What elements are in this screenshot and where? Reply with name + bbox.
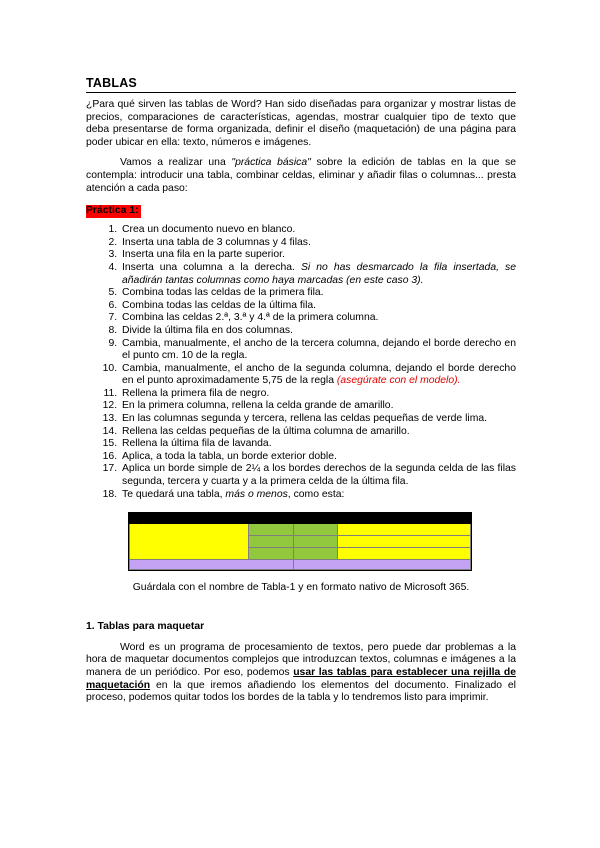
step-item: 16. Aplica, a toda la tabla, un borde exterior doble. xyxy=(120,451,516,464)
section-title: 1. Tablas para maquetar xyxy=(86,620,205,632)
step-item: 12. En la primera columna, rellena la celda grande de amarillo. xyxy=(120,400,516,413)
model-cell-black xyxy=(130,514,471,524)
model-cell-yellow-small xyxy=(338,548,471,560)
intro-paragraph: ¿Para qué sirven las tablas de Word? Han sido diseñadas para organizar y mostrar listas de precios, comparaciones de características, agendas, mostrar cualquier tipo de texto que deba presentarse de forma organizada, definir el diseño (maquetación) de una página para poder ubicar en ella: texto, números e imágenes. xyxy=(86,99,516,148)
step-item: 5. Combina todas las celdas de la primera fila. xyxy=(120,287,516,300)
model-cell-green xyxy=(249,548,293,560)
model-row xyxy=(130,524,471,536)
step-item: 7. Combina las celdas 2.ª, 3.ª y 4.ª de la primera columna. xyxy=(120,312,516,325)
page-title: TABLAS xyxy=(86,76,516,93)
section-paragraph xyxy=(86,642,516,705)
step-item: 6. Combina todas las celdas de la última fila. xyxy=(120,300,516,313)
step-item: 9. Cambia, manualmente, el ancho de la tercera columna, dejando el borde derecho en el punto cm. 10 de la regla. xyxy=(120,338,516,363)
document-page xyxy=(86,76,516,705)
step-item: 11. Rellena la primera fila de negro. xyxy=(120,388,516,401)
practice-intro-text: Vamos a realizar una xyxy=(120,157,232,169)
step-item: 15. Rellena la última fila de lavanda. xyxy=(120,438,516,451)
model-cell-yellow-small xyxy=(338,524,471,536)
steps-list xyxy=(86,224,516,501)
step-text: Inserta una columna a la derecha. xyxy=(122,261,301,273)
step-item: 13. En las columnas segunda y tercera, rellena las celdas pequeñas de verde lima. xyxy=(120,413,516,426)
step-item: 2. Inserta una tabla de 3 columnas y 4 filas. xyxy=(120,237,516,250)
practice-label: Práctica 1: xyxy=(86,205,139,217)
model-row-header xyxy=(130,514,471,524)
section-text-end: en la que iremos añadiendo los elementos del documento. Finalizado el proceso, podemos quitar todos los bordes de la tabla y lo tendremos listo para imprimir. xyxy=(86,679,516,704)
model-cell-green xyxy=(249,536,293,548)
step-text: Te quedará una tabla, xyxy=(122,488,226,500)
practice-intro-text-end: sobre la edición de tablas en la que se contempla: introducir una tabla, combinar celdas, eliminar y añadir filas o columnas... presta atención a cada paso: xyxy=(86,157,516,194)
step-text-end: , como esta: xyxy=(287,488,345,500)
step-text: Cambia, manualmente, el ancho de la segunda columna, dejando el borde derecho en el punto aproximadamente 5,75 de la regla xyxy=(122,362,516,387)
save-instruction: Guárdala con el nombre de Tabla-1 y en formato nativo de Microsoft 365. xyxy=(132,582,470,594)
model-cell-lavender xyxy=(130,560,294,570)
model-row-footer xyxy=(130,560,471,570)
model-cell-green xyxy=(293,536,337,548)
step-item: 14. Rellena las celdas pequeñas de la última columna de amarillo. xyxy=(120,426,516,439)
model-cell-yellow-large xyxy=(130,524,249,560)
step-item: 8. Divide la última fila en dos columnas. xyxy=(120,325,516,338)
model-cell-green xyxy=(249,524,293,536)
practice-intro-emphasis: "práctica básica" xyxy=(231,157,311,169)
model-cell-yellow-small xyxy=(338,536,471,548)
step-note: Si no has desmarcado la fila insertada, se añadirán tantas columnas como haya marcadas (en este caso 3). xyxy=(122,261,516,286)
section-emphasis: usar las tablas para establecer una rejilla de maquetación xyxy=(86,667,516,691)
step-item xyxy=(120,363,516,388)
step-item xyxy=(120,489,516,502)
model-cell-lavender xyxy=(293,560,470,570)
section-text: Word es un programa de procesamiento de textos, pero puede dar problemas a la hora de maquetar documentos complejos que introduzcan textos, columnas e imágenes a la manera de un periódico. Por eso, podemos xyxy=(86,641,516,678)
model-cell-green xyxy=(293,524,337,536)
step-item: 3. Inserta una fila en la parte superior. xyxy=(120,249,516,262)
step-emphasis: más o menos xyxy=(225,488,288,500)
step-item: 1. Crea un documento nuevo en blanco. xyxy=(120,224,516,237)
model-table xyxy=(128,512,472,571)
model-cell-green xyxy=(293,548,337,560)
step-item: 17. Aplica un borde simple de 2¼ a los bordes derechos de la segunda celda de las filas segunda, tercera y cuarta y a la primera celda de la última fila. xyxy=(120,463,516,488)
practice-intro-paragraph xyxy=(86,157,516,195)
step-item xyxy=(120,262,516,287)
step-warning: (asegúrate con el modelo). xyxy=(336,375,461,387)
